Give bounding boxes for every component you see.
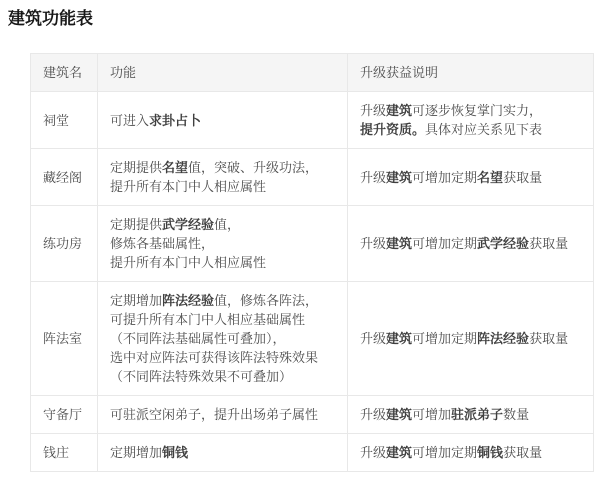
plain-text: 可增加 — [412, 407, 452, 422]
cell-building-name: 藏经阁 — [31, 149, 98, 206]
cell-building-name: 钱庄 — [31, 434, 98, 472]
plain-text: 升级 — [360, 445, 387, 460]
cell-building-name: 练功房 — [31, 206, 98, 282]
cell-upgrade-benefit — [348, 206, 594, 282]
plain-text: 定期提供 — [110, 217, 163, 232]
plain-text: 定期提供 — [110, 160, 163, 175]
keyword-text: 武学经验 — [477, 236, 530, 251]
page-title: 建筑功能表 — [8, 9, 93, 28]
text-line — [110, 177, 335, 196]
plain-text: 选中对应阵法可获得该阵法特殊效果 — [110, 350, 319, 365]
cell-building-name: 守备厅 — [31, 396, 98, 434]
cell-building-name: 祠堂 — [31, 92, 98, 149]
plain-text: 提升所有本门中人相应属性 — [110, 179, 267, 194]
text-line — [110, 405, 335, 424]
header-row — [31, 54, 594, 92]
plain-text: 值，修炼各阵法， — [214, 293, 319, 308]
keyword-text: 铜钱 — [477, 445, 504, 460]
table-row — [31, 149, 594, 206]
table-row — [31, 92, 594, 149]
cell-function — [98, 149, 348, 206]
plain-text: 数量 — [503, 407, 530, 422]
keyword-text: 建筑 — [386, 103, 413, 118]
keyword-text: 阵法经验 — [477, 331, 530, 346]
plain-text: 可增加定期 — [412, 445, 478, 460]
keyword-text: 建筑 — [386, 445, 413, 460]
table-row — [31, 434, 594, 472]
plain-text: 获取量 — [503, 169, 543, 185]
table-row — [31, 396, 594, 434]
cell-upgrade-benefit — [348, 396, 594, 434]
text-line — [360, 120, 581, 139]
table-header — [31, 54, 594, 92]
plain-text: 升级 — [360, 236, 387, 251]
cell-upgrade-benefit — [348, 149, 594, 206]
keyword-text: 求卦占卜 — [149, 112, 202, 128]
text-line — [360, 405, 581, 424]
table-row — [31, 206, 594, 282]
plain-text: 可增加定期 — [412, 169, 478, 185]
cell-function — [98, 92, 348, 149]
building-function-table — [30, 53, 594, 472]
keyword-text: 建筑 — [386, 169, 413, 185]
plain-text: 获取量 — [529, 236, 569, 251]
text-line — [110, 443, 335, 462]
text-line — [110, 348, 335, 367]
text-line — [110, 329, 335, 348]
text-line — [360, 168, 581, 187]
text-line — [110, 158, 335, 177]
table-body — [31, 92, 594, 472]
text-line — [360, 101, 581, 120]
plain-text: 值，突破、升级功法， — [188, 160, 319, 175]
cell-upgrade-benefit — [348, 282, 594, 396]
plain-text: 提升所有本门中人相应属性 — [110, 255, 267, 270]
keyword-text: 建筑 — [386, 236, 413, 251]
header-function: 功能 — [98, 54, 348, 92]
plain-text: 定期增加 — [110, 445, 163, 460]
keyword-text: 铜钱 — [162, 445, 189, 460]
plain-text: 可进入 — [110, 112, 150, 128]
plain-text: 升级 — [360, 103, 387, 118]
plain-text: 可增加定期 — [412, 236, 478, 251]
keyword-text: 阵法经验 — [162, 293, 215, 308]
header-building-name: 建筑名 — [31, 54, 98, 92]
plain-text: （不同阵法特殊效果不可叠加） — [110, 369, 293, 384]
plain-text: 定期增加 — [110, 293, 163, 308]
text-line — [110, 253, 335, 272]
plain-text: 值， — [214, 217, 241, 232]
keyword-text: 建筑 — [386, 407, 413, 422]
cell-upgrade-benefit — [348, 92, 594, 149]
text-line — [110, 310, 335, 329]
cell-building-name: 阵法室 — [31, 282, 98, 396]
text-line — [110, 111, 335, 130]
text-line — [360, 329, 581, 348]
text-line — [110, 215, 335, 234]
plain-text: 可增加定期 — [412, 331, 478, 346]
plain-text: 升级 — [360, 407, 387, 422]
plain-text: （不同阵法基础属性可叠加）， — [110, 331, 286, 346]
keyword-text: 建筑 — [386, 331, 413, 346]
text-line — [110, 234, 335, 253]
keyword-text: 名望 — [162, 160, 189, 175]
keyword-text: 驻派弟子 — [451, 407, 504, 422]
text-line — [110, 367, 335, 386]
keyword-text: 名望 — [477, 169, 504, 185]
plain-text: 升级 — [360, 169, 387, 185]
cell-function — [98, 282, 348, 396]
cell-function — [98, 206, 348, 282]
page — [0, 9, 600, 472]
table-row — [31, 282, 594, 396]
text-line — [110, 291, 335, 310]
cell-function — [98, 396, 348, 434]
cell-function — [98, 434, 348, 472]
plain-text: 可逐步恢复掌门实力， — [412, 103, 543, 118]
plain-text: 具体对应关系见下表 — [425, 122, 543, 137]
plain-text: 升级 — [360, 331, 387, 346]
plain-text: 修炼各基础属性， — [110, 236, 215, 251]
plain-text: 可提升所有本门中人相应基础属性 — [110, 312, 306, 327]
text-line — [360, 443, 581, 462]
text-line — [360, 234, 581, 253]
plain-text: 获取量 — [503, 445, 543, 460]
cell-upgrade-benefit — [348, 434, 594, 472]
header-upgrade-benefit: 升级获益说明 — [348, 54, 594, 92]
keyword-text: 武学经验 — [162, 217, 215, 232]
keyword-text: 提升资质。 — [360, 122, 426, 137]
plain-text: 可驻派空闲弟子，提升出场弟子属性 — [110, 407, 319, 422]
plain-text: 获取量 — [529, 331, 569, 346]
